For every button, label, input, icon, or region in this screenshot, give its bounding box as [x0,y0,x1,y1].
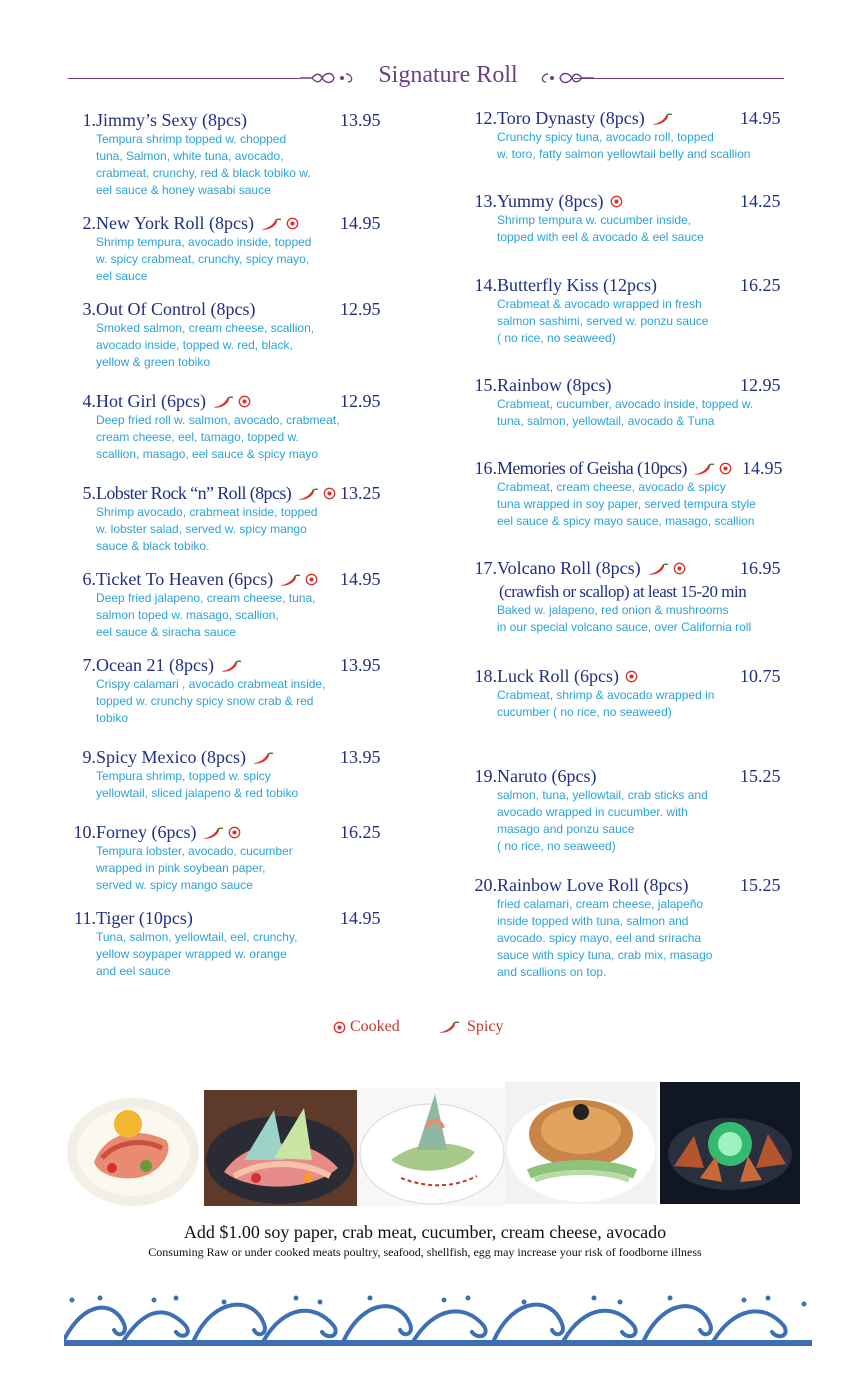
item-number: 20. [474,875,497,895]
item-name-text: Yummy (8pcs) [497,191,604,211]
item-description-line: Shrimp avocado, crabmeat inside, topped [96,505,318,519]
item-description-line: salmon, tuna, yellowtail, crab sticks and [497,788,708,802]
item-name-text: New York Roll (8pcs) [96,213,255,233]
item-name-text: Ocean 21 (8pcs) [96,655,214,675]
item-price: 14.95 [340,908,381,928]
item-name [96,299,255,320]
item-description-line: w. spicy crabmeat, crunchy, spicy mayo, [96,252,310,266]
item-name [497,458,732,479]
item-description-line: yellowtail, sliced jalapeno & red tobiko [96,786,299,800]
item-name [96,110,247,131]
item-name [497,766,596,787]
chili-icon [438,1020,460,1034]
item-price: 14.25 [740,191,781,211]
item-name-text: Volcano Roll (8pcs) [497,558,641,578]
item-description-line: ( no rice, no seaweed) [497,331,616,345]
item-number: 16. [474,458,497,478]
sushi-photo-1 [66,1092,200,1206]
item-number: 11. [74,908,96,928]
item-name [96,569,318,590]
cooked-icon [625,670,638,683]
item-price: 12.95 [740,375,781,395]
item-name [497,191,623,212]
item-price: 10.75 [740,666,781,686]
item-description-line: avocado inside, topped w. red, black, [96,338,293,352]
item-price: 12.95 [340,391,381,411]
item-price: 13.25 [340,483,381,503]
item-price: 13.95 [340,747,381,767]
item-name [96,908,193,929]
item-number: 4. [82,391,96,411]
item-name-text: Jimmy’s Sexy (8pcs) [96,110,247,130]
item-description-line: Crabmeat, cucumber, avocado inside, topped w. [497,397,754,411]
item-description-line: fried calamari, cream cheese, jalapeño [497,897,704,911]
legend-cooked [333,1018,400,1036]
item-name [96,822,241,843]
item-name-text: Forney (6pcs) [96,822,197,842]
cooked-icon [305,573,318,586]
wave-border-decoration [64,1290,812,1346]
item-name-text: Lobster Rock “n” Roll (8pcs) [96,483,292,503]
ornament-left-icon [298,69,358,87]
item-description-line: and scallions on top. [497,965,607,979]
item-price: 12.95 [340,299,381,319]
item-description-line: Tempura lobster, avocado, cucumber [96,844,293,858]
section-header [68,62,784,96]
legend-spicy [438,1018,503,1036]
item-number: 12. [474,108,497,128]
page-title: Signature Roll [378,62,518,88]
item-name-text: Rainbow Love Roll (8pcs) [497,875,689,895]
item-price: 14.95 [742,458,783,478]
item-number: 17. [474,558,497,578]
item-name-text: Luck Roll (6pcs) [497,666,619,686]
cooked-icon [238,395,251,408]
cooked-icon [286,217,299,230]
item-description-line: inside topped with tuna, salmon and [497,914,689,928]
item-price: 15.25 [740,875,781,895]
item-description-line: salmon toped w. masago, scallion, [96,608,279,622]
item-description-line: Shrimp tempura, avocado inside, topped [96,235,312,249]
item-description-line: Deep fried jalapeno, cream cheese, tuna, [96,591,316,605]
item-number: 14. [474,275,497,295]
item-number: 2. [82,213,96,233]
addons-note: Add $1.00 soy paper, crab meat, cucumber, cream cheese, avocado [183,1222,667,1242]
item-description-line: salmon sashimi, served w. ponzu sauce [497,314,709,328]
chili-icon [651,112,673,126]
legend-cooked-label: Cooked [350,1018,400,1035]
item-name [96,483,336,504]
item-name [497,108,673,129]
item-description-line: tuna, Salmon, white tuna, avocado, [96,149,284,163]
item-number: 7. [82,655,96,675]
item-description-line: Crunchy spicy tuna, avocado roll, topped [497,130,714,144]
item-description-line: wrapped in pink soybean paper, [96,861,266,875]
chili-icon [202,826,224,840]
chili-icon [260,217,282,231]
item-number: 10. [73,822,96,842]
item-name-text: Naruto (6pcs) [497,766,597,786]
item-description-line: Tempura shrimp topped w. chopped [96,132,287,146]
sushi-photo-4 [505,1082,657,1204]
item-description-line: scallion, masago, eel sauce & spicy mayo [96,447,319,461]
item-description-line: cucumber ( no rice, no seaweed) [497,705,672,719]
item-description-line: topped with eel & avocado & eel sauce [497,230,704,244]
item-price: 14.95 [340,569,381,589]
item-price: 13.95 [340,110,381,130]
item-name [497,558,686,579]
item-name-text: Spicy Mexico (8pcs) [96,747,246,767]
item-number: 19. [474,766,497,786]
cooked-icon [333,1021,346,1034]
item-description-line: ( no rice, no seaweed) [497,839,616,853]
item-price: 14.95 [340,213,381,233]
item-number: 15. [474,375,497,395]
item-description-line: tobiko [96,711,129,725]
sushi-photo-2 [204,1090,357,1206]
item-description-line: eel sauce & spicy mayo sauce, masago, scallion [497,514,755,528]
item-description-line: Tuna, salmon, yellowtail, eel, crunchy, [96,930,298,944]
item-description-line: sauce with spicy tuna, crab mix, masago [497,948,713,962]
item-name-text: Rainbow (8pcs) [497,375,612,395]
cooked-icon [610,195,623,208]
cooked-icon [719,462,732,475]
item-description-line: avocado. spicy mayo, eel and sriracha [497,931,702,945]
sushi-photo-3 [357,1088,507,1206]
item-price: 15.25 [740,766,781,786]
chili-icon [212,395,234,409]
item-name [96,655,242,676]
item-name [497,666,638,687]
item-description-line: Tempura shrimp, topped w. spicy [96,769,271,783]
item-name-text: Tiger (10pcs) [96,908,193,928]
item-name [497,875,688,896]
item-description-line: Crabmeat, cream cheese, avocado & spicy [497,480,726,494]
item-description-line: served w. spicy mango sauce [96,878,253,892]
item-description-line: tuna, salmon, yellowtail, avocado & Tuna [497,414,715,428]
item-description-line: Crabmeat, shrimp & avocado wrapped in [497,688,715,702]
item-price: 16.25 [740,275,781,295]
item-name [497,275,657,296]
photo-strip [0,1082,850,1207]
item-name [96,747,274,768]
item-number: 6. [82,569,96,589]
item-description-line: sauce & black tobiko. [96,539,210,553]
item-number: 1. [82,110,96,130]
item-name [497,375,611,396]
item-description-line: w. toro, fatty salmon yellowtail belly and scallion [497,147,751,161]
item-description-line: Crabmeat & avocado wrapped in fresh [497,297,702,311]
header-rule-right [574,78,784,79]
health-warning: Consuming Raw or under cooked meats poultry, seafood, shellfish, egg may increase your risk of foodborne illness [148,1245,702,1259]
item-name-text: Toro Dynasty (8pcs) [497,108,645,128]
item-description-line: tuna wrapped in soy paper, served tempura style [497,497,756,511]
item-description-line: eel sauce & siracha sauce [96,625,237,639]
item-description-line: in our special volcano sauce, over California roll [497,620,752,634]
item-description-line: w. lobster salad, served w. spicy mango [96,522,307,536]
chili-icon [252,751,274,765]
item-price: 16.95 [740,558,781,578]
chili-icon [693,462,715,476]
item-note: (crawfish or scallop) at least 15-20 min [499,582,747,601]
item-description-line: yellow & green tobiko [96,355,211,369]
item-description-line: eel sauce & honey wasabi sauce [96,183,271,197]
item-name-text: Out Of Control (8pcs) [96,299,256,319]
item-number: 5. [82,483,96,503]
header-rule-left [68,78,300,79]
item-name-text: Memories of Geisha (10pcs) [497,458,687,478]
legend-spicy-label: Spicy [467,1018,504,1035]
item-description-line: eel sauce [96,269,148,283]
item-price: 16.25 [340,822,381,842]
item-description-line: masago and ponzu sauce [497,822,635,836]
cooked-icon [323,487,336,500]
item-description-line: avocado wrapped in cucumber. with [497,805,688,819]
chili-icon [279,573,301,587]
item-name-text: Hot Girl (6pcs) [96,391,206,411]
item-description-line: Deep fried roll w. salmon, avocado, crabmeat, [96,413,340,427]
item-price: 13.95 [340,655,381,675]
item-name-text: Butterfly Kiss (12pcs) [497,275,657,295]
item-number: 9. [82,747,96,767]
item-description-line: Shrimp tempura w. cucumber inside, [497,213,692,227]
item-price: 14.95 [740,108,781,128]
item-description-line: yellow soypaper wrapped w. orange [96,947,287,961]
item-description-line: and eel sauce [96,964,171,978]
item-description-line: cream cheese, eel, tamago, topped w. [96,430,299,444]
cooked-icon [673,562,686,575]
item-description-line: Crispy calamari , avocado crabmeat inside, [96,677,326,691]
item-description-line: topped w. crunchy spicy snow crab & red [96,694,314,708]
chili-icon [647,562,669,576]
chili-icon [297,487,319,501]
item-name-text: Ticket To Heaven (6pcs) [96,569,274,589]
item-number: 3. [82,299,96,319]
sushi-photo-5 [660,1082,800,1204]
item-number: 13. [474,191,497,211]
item-description-line: Smoked salmon, cream cheese, scallion, [96,321,315,335]
item-name [96,213,299,234]
item-description-line: crabmeat, crunchy, red & black tobiko w. [96,166,311,180]
item-name [96,391,251,412]
cooked-icon [228,826,241,839]
chili-icon [220,659,242,673]
item-description-line: Baked w. jalapeno, red onion & mushrooms [497,603,729,617]
item-number: 18. [474,666,497,686]
